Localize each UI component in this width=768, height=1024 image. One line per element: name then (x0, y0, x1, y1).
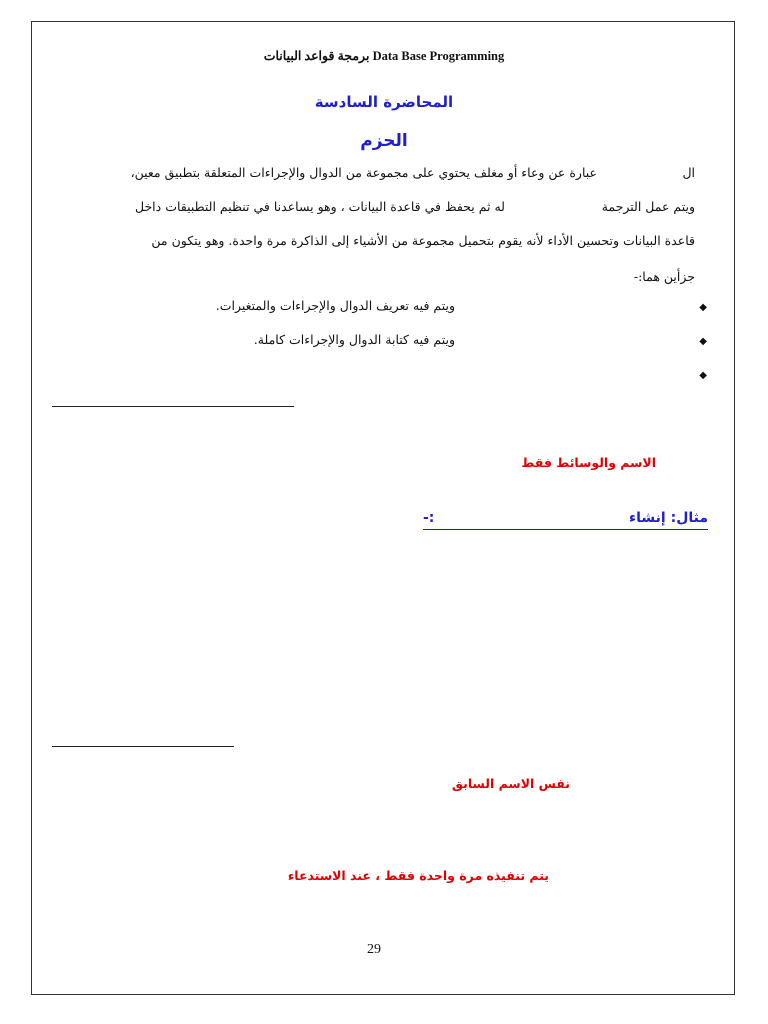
bullet-icon: ◆ (699, 370, 707, 381)
footnote-divider (52, 406, 294, 407)
paragraph-line-3: قاعدة البيانات وتحسين الأداء لأنه يقوم بتحميل مجموعة من الأشياء إلى الذاكرة مرة واحدة. وهو يتكون من (151, 233, 695, 248)
example-label: مثال: إنشاء (629, 510, 708, 526)
page-number: 29 (367, 942, 381, 957)
lecture-title: المحاضرة السادسة (314, 93, 454, 111)
section-title: الحزم (360, 131, 408, 151)
bullet-icon: ◆ (699, 336, 707, 347)
note-name-params: الاسم والوسائط فقط (521, 455, 656, 470)
paragraph-line-1: عبارة عن وعاء أو مغلف يحتوي على مجموعة من الدوال والإجراءات المتعلقة بتطبيق معين، (130, 165, 597, 180)
example-heading (423, 510, 708, 530)
paragraph-line-1-start: ال (682, 165, 695, 180)
footnote-divider (52, 746, 234, 747)
paragraph-line-4: جزأين هما:- (633, 269, 695, 284)
bullet-item-1: ويتم فيه تعريف الدوال والإجراءات والمتغيرات. (215, 298, 455, 313)
paragraph-line-2-a: ويتم عمل الترجمة (601, 199, 695, 214)
note-same-name: نفس الاسم السابق (451, 776, 570, 791)
paragraph-line-2-b: له ثم يحفظ في قاعدة البيانات ، وهو يساعدنا في تنظيم التطبيقات داخل (134, 199, 505, 214)
bullet-icon: ◆ (699, 302, 707, 313)
page-header: برمجة قواعد البيانات Data Base Programming (263, 49, 505, 63)
note-executed-once: يتم تنفيذه مرة واحدة فقط ، عند الاستدعاء (287, 868, 549, 883)
bullet-item-2: ويتم فيه كتابة الدوال والإجراءات كاملة. (253, 332, 455, 347)
example-tail: -: (423, 510, 435, 526)
